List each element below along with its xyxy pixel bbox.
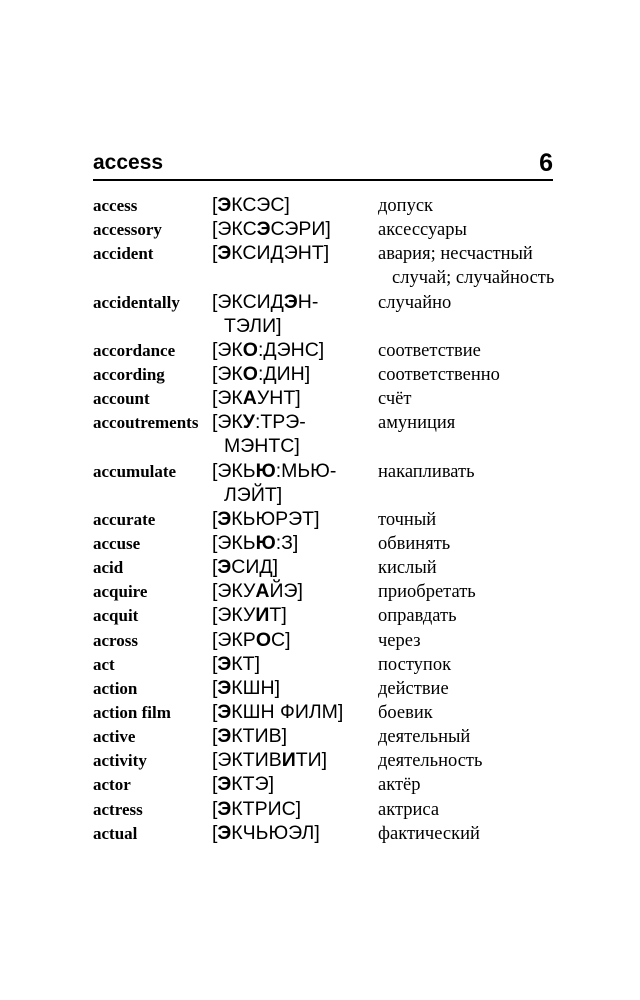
entry-transcription <box>212 507 378 531</box>
entry-translation <box>378 242 593 290</box>
entry-word: accurate <box>93 509 156 529</box>
stressed-letter: Э <box>283 290 298 313</box>
stressed-letter: Ю <box>255 459 276 482</box>
entry-word: across <box>93 630 139 650</box>
transcription-part: КШН ФИЛМ] <box>231 701 344 724</box>
transcription-part: [ <box>212 652 218 675</box>
transcription-part: :З] <box>275 532 299 555</box>
dictionary-entry <box>93 362 593 386</box>
entry-word: action <box>93 678 138 698</box>
translation-line: деятельность <box>378 751 483 772</box>
dictionary-entry <box>93 386 593 410</box>
transcription-part: [ЭКСИД <box>212 290 284 313</box>
transcription-part: [ <box>212 701 218 724</box>
transcription-part: [ <box>212 797 218 820</box>
entry-transcription <box>212 217 378 241</box>
dictionary-entry <box>93 724 593 748</box>
stressed-letter: Ю <box>255 532 276 555</box>
entry-word: acid <box>93 558 124 578</box>
transcription-part: С] <box>270 628 291 651</box>
transcription-line <box>212 193 378 217</box>
transcription-part: [ <box>212 821 218 844</box>
translation-line: накапливать <box>378 461 475 482</box>
transcription-part: [ЭК <box>212 338 243 361</box>
transcription-part: КСИДЭНТ] <box>231 242 330 265</box>
entry-transcription <box>212 290 378 338</box>
transcription-line <box>212 386 378 410</box>
entry-transcription <box>212 748 378 772</box>
dictionary-entry <box>93 628 593 652</box>
transcription-part: :ДИН] <box>257 363 311 386</box>
translation-line: точный <box>378 509 437 530</box>
transcription-part: [ <box>212 556 218 579</box>
transcription-line <box>212 772 378 796</box>
entry-transcription <box>212 603 378 627</box>
transcription-part: КТИВ] <box>231 725 288 748</box>
entry-word: active <box>93 727 136 747</box>
transcription-part: [ <box>212 507 218 530</box>
translation-line: поступок <box>378 654 452 675</box>
transcription-part: [ЭКЬ <box>212 459 256 482</box>
transcription-part: [ЭКУ <box>212 580 256 603</box>
transcription-line <box>212 555 378 579</box>
transcription-line <box>212 797 378 821</box>
entry-translation <box>378 798 593 822</box>
transcription-line <box>212 410 378 434</box>
entry-word: accuse <box>93 534 141 554</box>
translation-line: через <box>378 630 421 651</box>
transcription-line <box>212 603 378 627</box>
running-headword: access <box>93 151 164 174</box>
entry-word: act <box>93 654 115 674</box>
transcription-part: Т] <box>269 604 287 627</box>
transcription-part: [ <box>212 773 218 796</box>
translation-line: соответственно <box>378 365 500 386</box>
dictionary-entries <box>93 193 593 845</box>
transcription-part: КСЭС] <box>231 194 290 216</box>
entry-word: acquire <box>93 582 148 602</box>
entry-word: accumulate <box>93 461 177 481</box>
entry-translation <box>378 556 593 580</box>
transcription-line <box>212 290 378 314</box>
transcription-line <box>212 724 378 748</box>
entry-word: according <box>93 365 165 385</box>
transcription-line <box>212 748 378 772</box>
translation-line: приобретать <box>378 582 476 603</box>
dictionary-entry <box>93 193 593 217</box>
dictionary-entry <box>93 676 593 700</box>
translation-line: случайно <box>378 292 452 313</box>
dictionary-entry <box>93 338 593 362</box>
stressed-letter: А <box>242 387 257 410</box>
entry-transcription <box>212 386 378 410</box>
entry-word: account <box>93 389 150 409</box>
dictionary-entry <box>93 241 593 289</box>
dictionary-entry <box>93 217 593 241</box>
transcription-line <box>212 362 378 386</box>
entry-transcription <box>212 821 378 845</box>
entry-translation <box>378 822 593 846</box>
page-number: 6 <box>539 149 553 177</box>
translation-line: деятельный <box>378 727 471 748</box>
transcription-part: [ЭК <box>212 387 243 410</box>
entry-word: accident <box>93 244 154 264</box>
entry-word: activity <box>93 751 147 771</box>
stressed-letter: Э <box>217 797 232 820</box>
transcription-line <box>212 217 378 241</box>
entry-transcription <box>212 724 378 748</box>
entry-word: acquit <box>93 606 139 626</box>
transcription-part: ЙЭ] <box>269 580 303 603</box>
translation-line: авария; несчастный <box>378 244 533 265</box>
entry-word: accessory <box>93 220 162 240</box>
entry-transcription <box>212 193 378 217</box>
translation-line: боевик <box>378 703 433 724</box>
transcription-line <box>212 459 378 483</box>
entry-translation <box>378 339 593 363</box>
stressed-letter: У <box>242 411 255 434</box>
transcription-line <box>212 579 378 603</box>
dictionary-entry <box>93 797 593 821</box>
entry-word: action film <box>93 703 171 723</box>
transcription-line <box>212 676 378 700</box>
entry-translation <box>378 387 593 411</box>
translation-continuation: случай; случайность <box>392 268 555 289</box>
dictionary-entry <box>93 459 593 507</box>
translation-line: актриса <box>378 799 440 820</box>
translation-line: действие <box>378 678 449 699</box>
entry-transcription <box>212 531 378 555</box>
entry-word: actress <box>93 799 143 819</box>
transcription-part: [ЭКУ <box>212 604 256 627</box>
entry-transcription <box>212 410 378 458</box>
entry-translation <box>378 629 593 653</box>
transcription-part: [ЭКР <box>212 628 256 651</box>
entry-transcription <box>212 555 378 579</box>
stressed-letter: Э <box>217 507 232 530</box>
entry-transcription <box>212 338 378 362</box>
entry-translation <box>378 194 593 218</box>
transcription-part: :ДЭНС] <box>257 338 325 361</box>
transcription-line <box>212 338 378 362</box>
transcription-line <box>212 241 378 265</box>
transcription-part: [ <box>212 676 218 699</box>
entry-word: actual <box>93 823 138 843</box>
transcription-part: [ЭКЬ <box>212 532 256 555</box>
entry-transcription <box>212 579 378 603</box>
entry-translation <box>378 532 593 556</box>
entry-translation <box>378 411 593 435</box>
entry-word: accordance <box>93 340 176 360</box>
dictionary-entry <box>93 748 593 772</box>
transcription-part: КТ] <box>231 652 260 675</box>
entry-translation <box>378 604 593 628</box>
dictionary-entry <box>93 555 593 579</box>
stressed-letter: Э <box>256 218 271 241</box>
transcription-line <box>212 821 378 845</box>
stressed-letter: И <box>255 604 270 627</box>
translation-line: оправдать <box>378 606 457 627</box>
stressed-letter: О <box>255 628 271 651</box>
transcription-part: КТЭ] <box>231 773 275 796</box>
entry-transcription <box>212 676 378 700</box>
entry-transcription <box>212 241 378 265</box>
entry-translation <box>378 218 593 242</box>
transcription-part: КШН] <box>231 676 281 699</box>
entry-translation <box>378 773 593 797</box>
stressed-letter: Э <box>217 556 232 579</box>
entry-word: access <box>93 196 138 215</box>
stressed-letter: Э <box>217 725 232 748</box>
transcription-continuation: ТЭЛИ] <box>224 314 282 337</box>
entry-transcription <box>212 772 378 796</box>
stressed-letter: Э <box>217 194 232 216</box>
stressed-letter: Э <box>217 773 232 796</box>
transcription-part: КТРИС] <box>231 797 302 820</box>
translation-line: актёр <box>378 775 421 796</box>
translation-line: амуниция <box>378 413 456 434</box>
transcription-line <box>212 531 378 555</box>
translation-line: кислый <box>378 558 437 579</box>
transcription-part: [ЭК <box>212 411 243 434</box>
stressed-letter: Э <box>217 676 232 699</box>
entry-translation <box>378 749 593 773</box>
entry-word: accidentally <box>93 292 180 312</box>
dictionary-entry <box>93 290 593 338</box>
transcription-part: Н- <box>297 290 319 313</box>
dictionary-entry <box>93 531 593 555</box>
entry-transcription <box>212 797 378 821</box>
transcription-continuation: ЛЭЙТ] <box>224 483 283 506</box>
header-rule <box>93 179 553 181</box>
stressed-letter: Э <box>217 652 232 675</box>
entry-transcription <box>212 652 378 676</box>
entry-transcription <box>212 362 378 386</box>
stressed-letter: Э <box>217 701 232 724</box>
dictionary-entry <box>93 410 593 458</box>
entry-transcription <box>212 700 378 724</box>
stressed-letter: О <box>242 338 258 361</box>
entry-transcription <box>212 459 378 507</box>
stressed-letter: О <box>242 363 258 386</box>
transcription-part: [ <box>212 194 218 216</box>
transcription-continuation: МЭНТС] <box>224 435 300 458</box>
entry-translation <box>378 508 593 532</box>
entry-translation <box>378 677 593 701</box>
translation-line: фактический <box>378 823 480 844</box>
transcription-part: КЬЮРЭТ] <box>231 507 320 530</box>
transcription-part: СИД] <box>231 556 279 579</box>
stressed-letter: И <box>281 749 296 772</box>
translation-line: соответствие <box>378 340 481 361</box>
dictionary-entry <box>93 700 593 724</box>
transcription-part: ТИ] <box>295 749 328 772</box>
running-header <box>93 148 553 178</box>
entry-word: actor <box>93 775 131 795</box>
stressed-letter: Э <box>217 821 232 844</box>
entry-translation <box>378 725 593 749</box>
dictionary-entry <box>93 507 593 531</box>
transcription-part: [ЭКТИВ <box>212 749 282 772</box>
transcription-part: КЧЬЮЭЛ] <box>231 821 320 844</box>
transcription-line <box>212 628 378 652</box>
dictionary-entry <box>93 603 593 627</box>
dictionary-entry <box>93 821 593 845</box>
entry-translation <box>378 580 593 604</box>
entry-translation <box>378 653 593 677</box>
entry-translation <box>378 363 593 387</box>
dictionary-entry <box>93 772 593 796</box>
entry-word: accoutrements <box>93 413 199 433</box>
transcription-part: :МЬЮ- <box>275 459 337 482</box>
transcription-line <box>212 507 378 531</box>
transcription-part: [ЭК <box>212 363 243 386</box>
transcription-part: [ <box>212 242 218 265</box>
entry-translation <box>378 291 593 315</box>
transcription-part: УНТ] <box>256 387 301 410</box>
entry-translation <box>378 701 593 725</box>
transcription-line <box>212 700 378 724</box>
dictionary-entry <box>93 652 593 676</box>
transcription-part: [ЭКС <box>212 218 257 241</box>
entry-transcription <box>212 628 378 652</box>
transcription-part: :ТРЭ- <box>254 411 306 434</box>
translation-line: аксессуары <box>378 220 467 241</box>
transcription-line <box>212 652 378 676</box>
entry-translation <box>378 460 593 484</box>
translation-line: счёт <box>378 389 412 410</box>
translation-line: допуск <box>378 196 434 216</box>
transcription-part: СЭРИ] <box>270 218 331 241</box>
dictionary-entry <box>93 579 593 603</box>
transcription-part: [ <box>212 725 218 748</box>
stressed-letter: А <box>255 580 270 603</box>
stressed-letter: Э <box>217 242 232 265</box>
translation-line: обвинять <box>378 534 451 555</box>
